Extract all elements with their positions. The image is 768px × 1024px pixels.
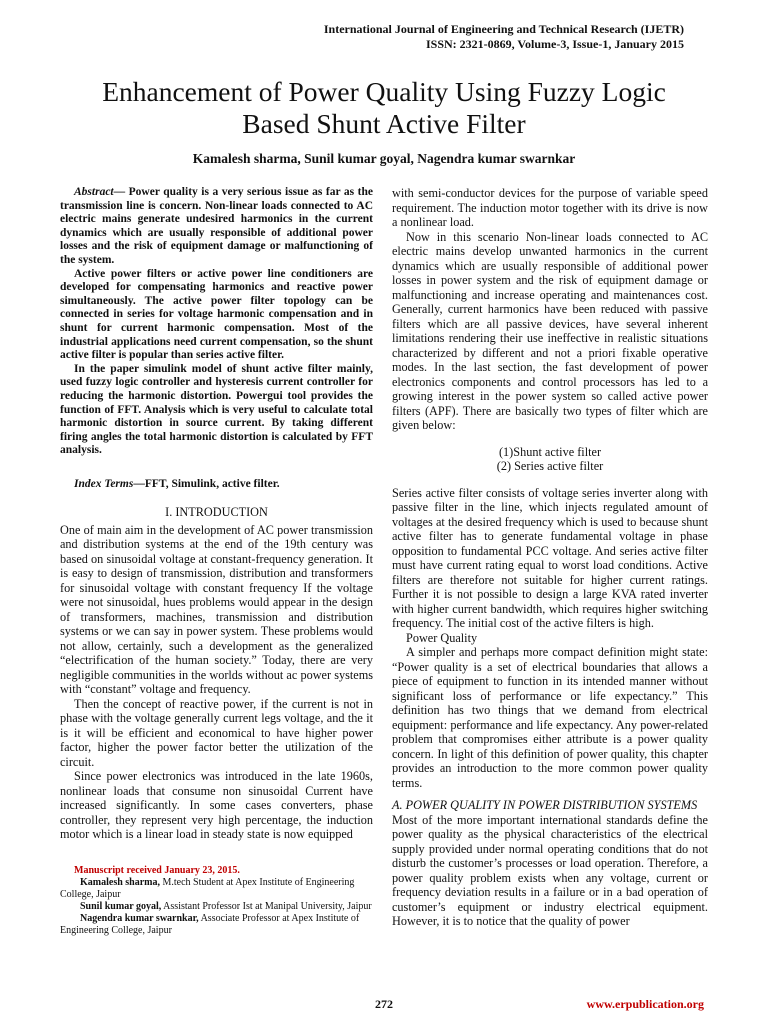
paper-title	[60, 76, 708, 140]
footnote-author-2	[60, 901, 373, 913]
abstract	[60, 186, 373, 458]
footnote-author-3	[60, 913, 373, 937]
manuscript-received: Manuscript received January 23, 2015.	[74, 865, 240, 876]
paper-title-line-1: Enhancement of Power Quality Using Fuzzy Logic	[102, 76, 666, 107]
abstract-paragraph-3: In the paper simulink model of shunt active filter mainly, used fuzzy logic controller and hysteresis current controller for reducing the harmonic distortion. Powergui tool provides the function of FFT. Analysis which is very useful to calculate total harmonic distortion in source current. By taking different firing angles the total harmonic distortion is calculated by FFT analysis.	[60, 362, 373, 457]
filter-list-item-2: (2) Series active filter	[496, 459, 604, 473]
right-column	[392, 186, 708, 929]
right-paragraph-3: Series active filter consists of voltage series inverter along with passive filter in the line, which injects regulated amount of voltages at the desired frequency which is used to because shunt active filter has to generate fundamental voltage in phase opposition to fundamental PCC voltage. And series active filter must have current rating equal to worst load conditions. Active filters are therefore not suitable for higher current ratings. Further it is not possible to design a large KVA rated inverter with higher current bandwidth, which requires higher switching frequency. The initial cost of the active filters is high.	[392, 485, 708, 630]
right-paragraph-4: A simpler and perhaps more compact definition might state: “Power quality is a set of electrical boundaries that allows a piece of equipment to function in its intended manner without significant loss of performance or life expectancy.” This definition has two things that we demand from electrical equipment: performance and life expectancy. Any power-related problem that compromises either attribute is a power quality concern. In light of this definition of power quality, this chapter provides an introduction to the more common power quality terms.	[392, 645, 708, 790]
right-paragraph-1: with semi-conductor devices for the purpose of variable speed requirement. The induction motor together with its drive is now a nonlinear load.	[392, 186, 708, 229]
publisher-website-link[interactable]: www.erpublication.org	[586, 997, 704, 1011]
footnote-author-2-name: Sunil kumar goyal,	[80, 901, 162, 912]
abstract-paragraph-2: Active power filters or active power line conditioners are developed for compensating harmonics and reactive power simultaneously. The active power filter topology can be connected in series for voltage harmonic compensation and in shunt for current harmonic compensation. Most of the industrial applications need current compensation, so the shunt active filter is popular than series active filter.	[60, 267, 373, 362]
right-paragraph-5: Most of the more important international standards define the power quality as the physical characteristics of the electrical supply provided under normal operating conditions that do not disturb the customer’s processes or load operation. Therefore, a power quality problem exists when any voltage, current or frequency deviation results in a failure or in a bad operation of customer’s equipment or industry electrical equipment. However, it is to notice that the quality of power	[392, 812, 708, 928]
footnote-author-2-text: Assistant Professor Ist at Manipal University, Jaipur	[161, 901, 372, 912]
footnotes	[60, 865, 373, 937]
page-number: 272	[375, 997, 393, 1011]
index-terms-text: —FFT, Simulink, active filter.	[133, 477, 280, 490]
footnote-author-3-name: Nagendra kumar swarnkar,	[80, 913, 199, 924]
index-terms-label: Index Terms	[74, 477, 134, 490]
author-list: Kamalesh sharma, Sunil kumar goyal, Nagendra kumar swarnkar	[192, 151, 576, 166]
right-paragraph-2: Now in this scenario Non-linear loads connected to AC electric mains develop unwanted harmonics in the current dynamics which are usually responsible of additional power losses in power system and the risk of equipment damage or malfunctioning and increase operating and maintenances cost. Generally, current harmonics have been reduced with passive filters which are all passive devices, have several inherent limitations rendering their use ineffective in realistic situations characterized by different and not a priori fixable operative modes. In the last section, the fast development of power electronics components and control processors has led to a growing interest in the power system so called active power filters (APF). There are basically two types of filter which are given below:	[392, 229, 708, 432]
power-quality-heading: Power Quality	[406, 630, 478, 645]
left-column	[60, 186, 373, 842]
footnote-author-3-text: Associate Professor at Apex Institute of Engineering College, Jaipur	[60, 913, 360, 936]
index-terms	[60, 477, 373, 492]
journal-header	[224, 22, 684, 51]
intro-paragraph-1: One of main aim in the development of AC power transmission and distribution systems at the end of the 19th century was based on sinusoidal voltage at constant-frequency generation. It is easy to design of transmission, distribution and transformers for sinusoidal voltage with constant frequency If the voltage were not sinusoidal, hues problems would appear in the design of transformers, machines, transmission and distribution systems or we can say in power system. These problems would not allow, certainly, such a development as the generalized “electrification of the human society.” Today, there are very negligible communities in the worlds without ac power systems with “constant” voltage and frequency.	[60, 522, 373, 697]
abstract-dash: —	[113, 186, 129, 198]
footnote-author-1-name: Kamalesh sharma,	[80, 877, 160, 888]
section-heading-introduction: I. INTRODUCTION	[165, 505, 268, 520]
footnote-author-1-text: M.tech Student at Apex Institute of Engineering College, Jaipur	[60, 877, 355, 900]
footnote-author-1	[60, 877, 373, 901]
abstract-paragraph-1: Power quality is a very serious issue as far as the transmission line is concern. Non-linear loads connected to AC electric mains generate undesired harmonics in the current dynamics which are usually responsible of additional power losses and the risk of equipment damage or malfunctioning of the system.	[60, 186, 374, 266]
journal-name: International Journal of Engineering and Technical Research (IJETR)	[323, 22, 684, 36]
filter-list-item-1: (1)Shunt active filter	[498, 444, 602, 459]
intro-paragraph-2: Then the concept of reactive power, if the current is not in phase with the voltage generally current legs voltage, and the it is it will be efficient and economical to have higher power factor, higher the power factor better the utilization of the circuit.	[60, 696, 373, 769]
journal-issn: ISSN: 2321-0869, Volume-3, Issue-1, January 2015	[425, 36, 684, 51]
subsection-heading: A. POWER QUALITY IN POWER DISTRIBUTION SYSTEMS	[392, 798, 698, 812]
abstract-label: Abstract	[74, 186, 114, 198]
paper-title-line-2: Based Shunt Active Filter	[242, 108, 526, 139]
intro-paragraph-3: Since power electronics was introduced in the late 1960s, nonlinear loads that consume non sinusoidal Current have increased significantly. In some cases converters, phase controller, they represent very high percentage, the induction motor which is a linear load in steady state is now equipped	[60, 769, 373, 842]
